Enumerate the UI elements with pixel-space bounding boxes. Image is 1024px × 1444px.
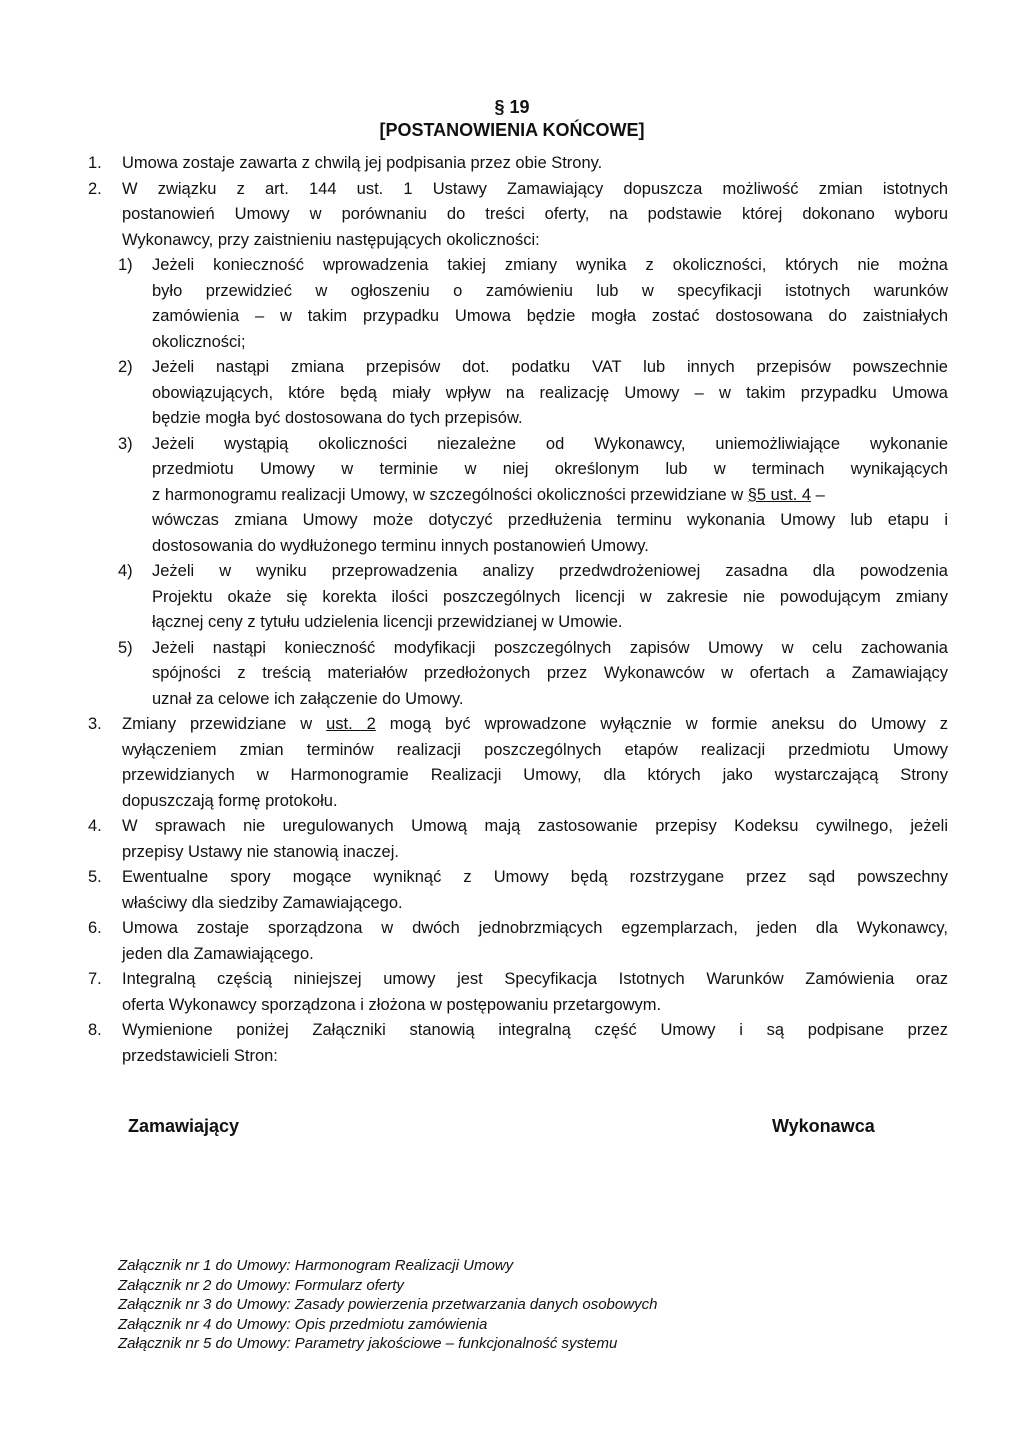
clause-1 [88,151,948,177]
clause-8 [88,1018,948,1069]
subclause-line: Jeżeli konieczność wprowadzenia takiej zmiany wynika z okoliczności, których nie można [152,256,948,274]
section-title: [POSTANOWIENIA KOŃCOWE] [379,120,645,140]
subclause-3 [88,432,948,560]
subclause-line: Jeżeli wystąpią okoliczności niezależne od Wykonawcy, uniemożliwiające wykonanie [152,434,948,453]
subclause-5 [88,636,948,713]
subclause-number: 1) [118,256,133,274]
subclause-line: Jeżeli nastąpi konieczność modyfikacji poszczególnych zapisów Umowy w celu zachowania [152,638,948,657]
signature-block [0,1116,1024,1146]
subclause-line [152,483,948,509]
subclause-number: 3) [118,434,133,453]
clause-text: Umowa zostaje zawarta z chwilą jej podpisania przez obie Strony. [122,154,603,172]
clause-line: przewidzianych w Harmonogramie Realizacji Umowy, dla których jako wystarczającą Strony [122,766,948,784]
subclause-line: zamówienia – w takim przypadku Umowa będzie mogła zostać dostosowana do zaistniałych [152,307,948,325]
clause-line-text: Zmiany przewidziane w [122,715,327,733]
clause-line: Ewentualne spory mogące wyniknąć z Umowy będą rozstrzygane przez sąd powszechny [122,868,948,886]
subclause-line: przedmiotu Umowy w terminie w niej określonym lub w terminach wynikających [152,460,948,478]
clause-line: postanowień Umowy w porównaniu do treści oferty, na podstawie której dokonano wyboru [122,205,948,223]
clause-line: Wymienione poniżej Załączniki stanowią integralną część Umowy i są podpisane przez [122,1021,948,1039]
clause-3 [88,712,948,814]
clause-line: jeden dla Zamawiającego. [122,944,314,963]
clause-number: 8. [88,1021,102,1039]
clause-line: Wykonawcy, przy zaistnieniu następujących okoliczności: [122,230,540,249]
clause-line: wyłączeniem zmian terminów realizacji poszczególnych etapów realizacji przedmiotu Umowy [122,740,948,759]
clause-4 [88,814,948,865]
clause-number: 3. [88,715,102,733]
subclause-line: dostosowania do wydłużonego terminu innych postanowień Umowy. [152,536,649,555]
attachments-list [118,1256,657,1354]
subclause-1 [88,253,948,355]
clause-6 [88,916,948,967]
clause-line [122,712,948,738]
signature-label-contractor: Wykonawca [772,1116,875,1136]
clause-line: przepisy Ustawy nie stanowią inaczej. [122,842,399,861]
subclause-line: okoliczności; [152,332,246,351]
clause-number: 1. [88,154,102,172]
section-number: § 19 [494,97,530,117]
clause-line: oferta Wykonawcy sporządzona i złożona w postępowaniu przetargowym. [122,995,662,1014]
clause-number: 4. [88,817,102,835]
subclause-line: wówczas zmiana Umowy może dotyczyć przedłużenia terminu wykonania Umowy lub etapu i [152,511,948,529]
subclause-line-text: z harmonogramu realizacji Umowy, w szczególności okoliczności przewidziane w [152,485,748,504]
clause-line: Umowa zostaje sporządzona w dwóch jednobrzmiących egzemplarzach, jeden dla Wykonawcy, [122,919,948,937]
document-body [88,151,948,1069]
clause-line: W sprawach nie uregulowanych Umową mają zastosowanie przepisy Kodeksu cywilnego, jeżeli [122,817,948,835]
clause-number: 5. [88,868,102,886]
attachment-item: Załącznik nr 1 do Umowy: Harmonogram Realizacji Umowy [118,1257,514,1274]
subclause-line: będzie mogła być dostosowana do tych przepisów. [152,409,523,427]
section-reference-link[interactable]: ust. 2 [326,715,376,733]
clause-number: 6. [88,919,102,937]
clause-line: dopuszczają formę protokołu. [122,791,338,810]
attachment-item: Załącznik nr 3 do Umowy: Zasady powierzenia przetwarzania danych osobowych [118,1296,658,1313]
attachment-item: Załącznik nr 5 do Umowy: Parametry jakościowe – funkcjonalność systemu [118,1335,618,1352]
subclause-number: 5) [118,638,133,657]
subclause-line: obowiązujących, które będą miały wpływ na realizację Umowy – w takim przypadku Umowa [152,383,948,402]
subclause-number: 4) [118,562,133,580]
subclause-line: Jeżeli nastąpi zmiana przepisów dot. podatku VAT lub innych przepisów powszechnie [152,358,948,376]
clause-line: właściwy dla siedziby Zamawiającego. [122,893,403,912]
clause-number: 2. [88,179,102,198]
clause-line-text: mogą być wprowadzone wyłącznie w formie aneksu do Umowy z [375,715,949,733]
signature-label-ordering-party: Zamawiający [128,1116,240,1136]
subclause-line: łącznej ceny z tytułu udzielenia licencji przewidzianej w Umowie. [152,613,623,631]
attachment-item: Załącznik nr 2 do Umowy: Formularz oferty [118,1276,404,1294]
clause-line: przedstawicieli Stron: [122,1046,278,1065]
subclause-line: uznał za celowe ich załączenie do Umowy. [152,689,464,708]
subclause-line: było przewidzieć w ogłoszeniu o zamówieniu lub w specyfikacji istotnych warunków [152,281,948,300]
subclause-line: Projektu okaże się korekta ilości poszczególnych licencji w zakresie nie powodującym zmiany [152,587,948,606]
subclause-2 [88,355,948,432]
attachment-item: Załącznik nr 4 do Umowy: Opis przedmiotu zamówienia [118,1315,488,1333]
section-reference-link[interactable]: §5 ust. 4 [747,485,812,504]
subclause-line: spójności z treścią materiałów przedłożonych przez Wykonawców w ofertach a Zamawiający [152,664,948,682]
clause-line: Integralną częścią niniejszej umowy jest Specyfikacja Istotnych Warunków Zamówienia oraz [122,970,948,988]
subclause-line: Jeżeli w wyniku przeprowadzenia analizy przedwdrożeniowej zasadna dla powodzenia [152,562,948,580]
subclause-number: 2) [118,358,133,376]
clause-7 [88,967,948,1018]
subclause-4 [88,559,948,636]
subclause-line-text: – [811,485,825,504]
clause-5 [88,865,948,916]
clause-line: W związku z art. 144 ust. 1 Ustawy Zamawiający dopuszcza możliwość zmian istotnych [122,179,948,198]
clause-2 [88,177,948,254]
clause-number: 7. [88,970,102,988]
